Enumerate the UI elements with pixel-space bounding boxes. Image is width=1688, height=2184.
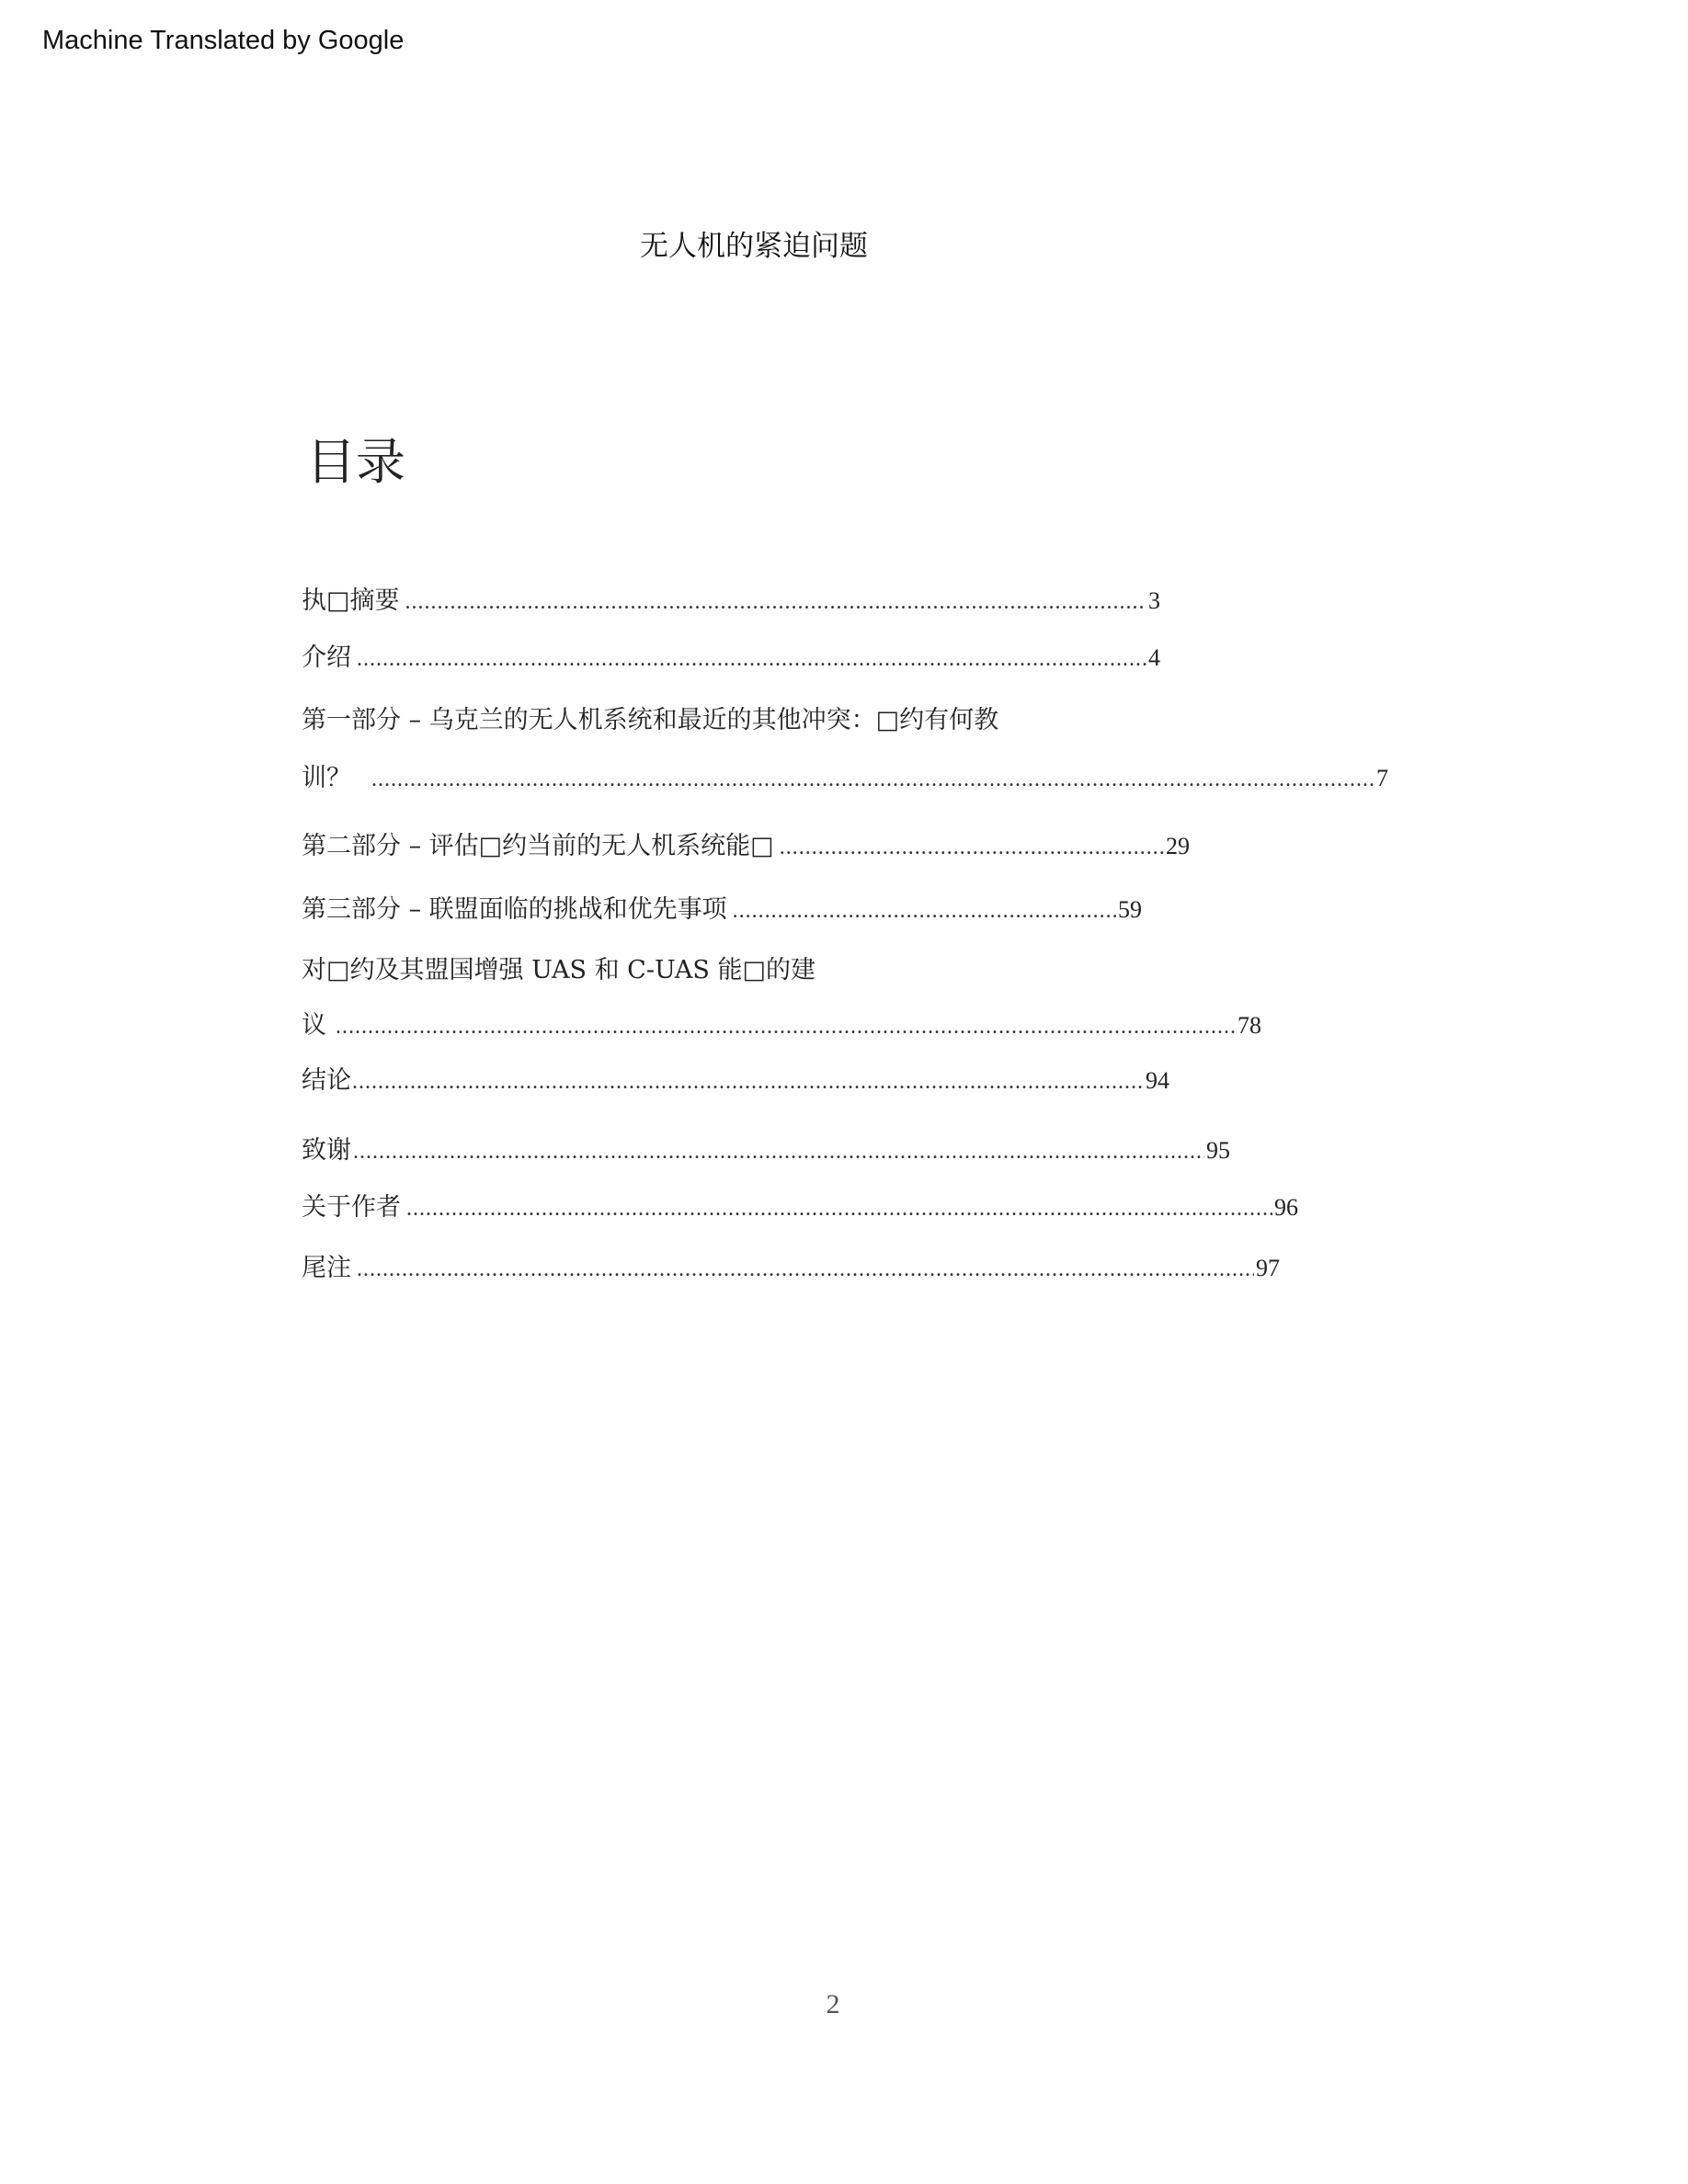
toc-entry-page: 97 bbox=[1256, 1255, 1280, 1281]
toc-entry-about-authors[interactable] bbox=[302, 1191, 1298, 1225]
toc-leader-dots bbox=[357, 643, 1146, 676]
toc-entry-page: 29 bbox=[1166, 833, 1190, 859]
toc-leader-dots bbox=[733, 894, 1116, 927]
toc-entry-label: 执□摘要 bbox=[302, 586, 400, 615]
toc-entry-label: 第三部分 – 联盟面临的挑战和优先事项 bbox=[302, 895, 727, 924]
toc-entry-page: 95 bbox=[1206, 1137, 1230, 1164]
toc-entry-page: 96 bbox=[1274, 1194, 1298, 1221]
toc-leader-dots bbox=[405, 586, 1146, 619]
page-number: 2 bbox=[826, 1989, 840, 2019]
toc-leader-dots bbox=[357, 1253, 1254, 1286]
toc-entry-label: 尾注 bbox=[302, 1254, 351, 1282]
toc-leader-dots bbox=[780, 831, 1164, 864]
toc-entry-recommendations-line1[interactable]: 对□约及其盟国增强 UAS 和 C-UAS 能□的建 bbox=[302, 956, 815, 984]
toc-entry-page: 78 bbox=[1237, 1012, 1261, 1039]
toc-entry-label: 结论 bbox=[302, 1066, 351, 1095]
toc-entry-conclusion[interactable] bbox=[302, 1064, 1169, 1098]
toc-entry-executive-summary[interactable] bbox=[302, 585, 1160, 619]
toc-entry-page: 3 bbox=[1148, 587, 1160, 614]
toc-leader-dots bbox=[336, 1010, 1236, 1043]
toc-entry-part-one[interactable] bbox=[302, 762, 1388, 796]
toc-entry-label: 致谢 bbox=[302, 1136, 351, 1165]
toc-entry-page: 94 bbox=[1146, 1067, 1169, 1094]
toc-entry-part-one-line1[interactable]: 第一部分 – 乌克兰的无人机系统和最近的其他冲突：□约有何教 bbox=[302, 706, 999, 734]
toc-entry-page: 7 bbox=[1376, 765, 1388, 791]
toc-entry-label: 关于作者 bbox=[302, 1193, 401, 1222]
toc-entry-introduction[interactable] bbox=[302, 642, 1160, 676]
toc-heading: 目录 bbox=[306, 433, 405, 491]
toc-entry-page: 59 bbox=[1118, 896, 1142, 923]
toc-entry-part-three[interactable] bbox=[302, 893, 1142, 927]
toc-entry-recommendations[interactable] bbox=[302, 1009, 1261, 1043]
document-title: 无人机的紧迫问题 bbox=[640, 230, 868, 263]
toc-entry-acknowledgments[interactable] bbox=[302, 1134, 1230, 1168]
toc-entry-label: 训？ bbox=[302, 764, 351, 792]
toc-entry-page: 4 bbox=[1148, 644, 1160, 671]
toc-entry-label: 议 bbox=[302, 1011, 326, 1040]
toc-leader-dots bbox=[406, 1192, 1272, 1225]
toc-leader-dots bbox=[371, 763, 1374, 796]
toc-entry-label: 介绍 bbox=[302, 643, 351, 672]
toc-entry-part-two[interactable] bbox=[302, 830, 1190, 864]
toc-entry-label: 第二部分 – 评估□约当前的无人机系统能□ bbox=[302, 832, 774, 860]
machine-translation-banner: Machine Translated by Google bbox=[42, 26, 405, 55]
toc-leader-dots bbox=[353, 1135, 1204, 1168]
toc-leader-dots bbox=[352, 1065, 1144, 1098]
toc-entry-endnotes[interactable] bbox=[302, 1252, 1280, 1286]
